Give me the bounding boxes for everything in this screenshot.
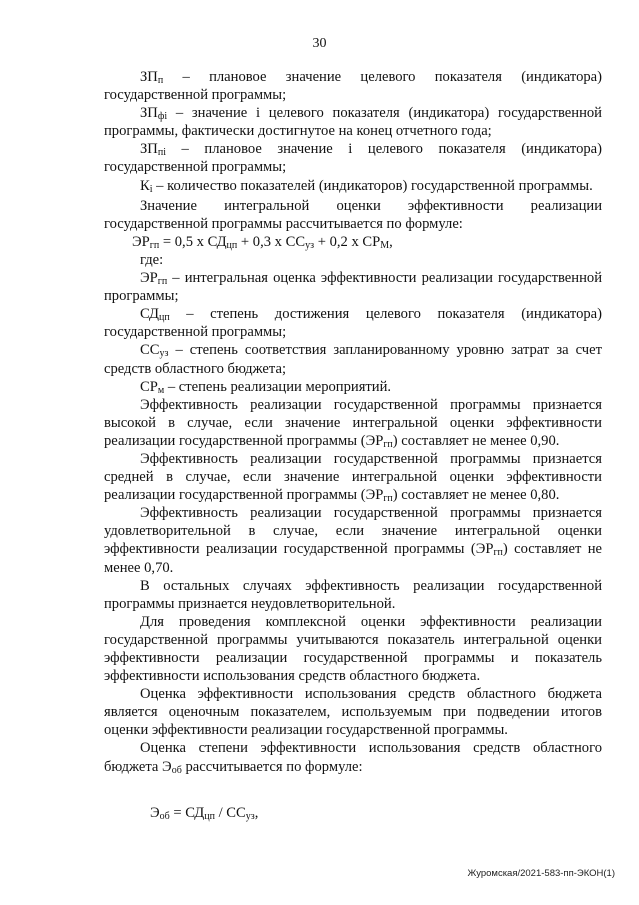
formula-integral: $ЭР_{гп} = 0,5$ х $СД_{цп} + 0,3$ х $СС_{уз} + 0,2$ х $СР_М$, <box>132 233 393 251</box>
paragraph-complex-assessment: Для проведения комплексной оценки эффективности реализации государственной программы учитываются показатель интегральной оценки эффективности реализации государственной программы и показатель эффективности использования средств областного бюджета. <box>104 613 602 685</box>
definition-k-count: $К_i$ – количество показателей (индикаторов) государственной программы. <box>140 177 593 195</box>
paragraph-budget-estimate: Оценка эффективности использования средств областного бюджета является оценочным показателем, используемым при подведении итогов оценки эффективности реализации государственной программы. <box>104 686 602 739</box>
symbol: $ЗП_п$ <box>140 69 164 86</box>
intro-integral-formula: Значение интегральной оценки эффективности реализации государственной программы рассчитывается по формуле: <box>104 197 602 232</box>
symbol: $СР_м$ <box>140 378 165 396</box>
paragraph-budget-degree: Оценка степени эффективности использования средств областного бюджета $Э_{об}$ рассчитывается по формуле: <box>104 740 602 776</box>
symbol: $ЗП_{фi}$ <box>140 105 168 123</box>
symbol: $ЭР_{гп}$ <box>140 270 168 288</box>
definition-ss-uz: $СС_{уз}$ – степень соответствия запланированному уровню затрат за счет средств областного бюджета; <box>104 342 602 377</box>
definition-sd-cp: $СД_{цп}$ – степень достижения целевого показателя (индикатора) государственной программы; <box>104 306 602 341</box>
document-footer-code: Журомская/2021-583-пп-ЭКОН(1) <box>467 868 615 879</box>
symbol: $К_i$ <box>140 177 153 195</box>
formula-budget-efficiency: $Э_{об} = СД_{цп} / СС_{уз}$, <box>150 804 259 822</box>
symbol: $СС_{уз}$ <box>140 342 169 360</box>
paragraph-unsatisfactory: В остальных случаях эффективность реализации государственной программы признается неудовлетворительной. <box>104 577 602 612</box>
page-content <box>104 68 602 822</box>
definition-zp-plan: $ЗП_п$ – плановое значение целевого показателя (индикатора) государственной программы; <box>104 69 602 104</box>
paragraph-satisfactory-efficiency: Эффективность реализации государственной программы признается удовлетворительной в случае, если значение интегральной оценки эффективности реализации государственной программы $(ЭР_{гп})$ составляет не менее 0,70. <box>104 505 602 576</box>
definition-er-gp: $ЭР_{гп}$ – интегральная оценка эффективности реализации государственной программы; <box>104 270 602 305</box>
paragraph-medium-efficiency: Эффективность реализации государственной программы признается средней в случае, если значение интегральной оценки эффективности реализации государственной программы $(ЭР_{гп})$ составляет не менее 0,80. <box>104 450 602 505</box>
definition-zp-fact: $ЗП_{фi}$ – значение i целевого показателя (индикатора) государственной программы, фактически достигнутое на конец отчетного года; <box>104 105 602 140</box>
page-number: 30 <box>312 36 327 51</box>
symbol: $ЗП_{пi}$ <box>140 141 166 159</box>
symbol: $СД_{цп}$ <box>140 306 170 324</box>
definition-sr-m: $СР_м$ – степень реализации мероприятий. <box>140 378 392 396</box>
definition-zp-plan-i: $ЗП_{пi}$ – плановое значение i целевого показателя (индикатора) государственной программы; <box>104 141 602 176</box>
where-label: где: <box>140 251 164 268</box>
paragraph-high-efficiency: Эффективность реализации государственной программы признается высокой в случае, если значение интегральной оценки эффективности реализации государственной программы $(ЭР_{гп})$ составляет не менее 0,90. <box>104 396 602 450</box>
